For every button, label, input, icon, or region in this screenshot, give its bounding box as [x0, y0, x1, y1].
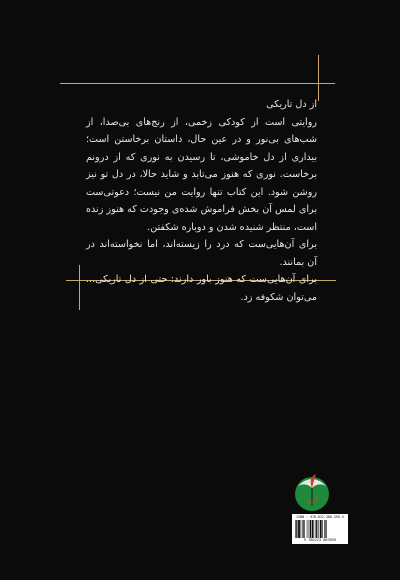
barcode-digits: 9 786223 863955: [303, 538, 337, 542]
publisher-logo-text: آذر: [306, 496, 318, 504]
blurb-paragraph-1: روایتی است از کودکی زخمی، از رنج‌های بی‌صدا، از شب‌های بی‌نور و در عین حال، داستان برخاستن است؛ بیداری از دل خاموشی، تا رسیدن به نوری که از درونم برخاست. نوری که هنوز می‌تابد و شاید حالا، در دل تو نیز روشن شود. این کتاب تنها روایت من نیست؛ دعوتی‌ست برای لمس آن بخش فراموش شده‌ی وجودت که هنوز زنده است، منتظر شنیده شدن و دوباره شکفتن.: [86, 116, 317, 233]
decorative-line-top: [60, 83, 335, 84]
barcode-bars: [295, 520, 345, 538]
barcode: [292, 514, 348, 544]
decorative-line-right: [318, 55, 319, 101]
blurb-text: [86, 96, 317, 306]
blurb-title: از دل تاریکی: [266, 99, 317, 110]
blurb-paragraph-2: برای آن‌هایی‌ست که درد را زیسته‌اند، اما نخواسته‌اند در آن بمانند.: [86, 239, 317, 268]
decorative-line-left: [79, 265, 80, 310]
blurb-paragraph-3: برای آن‌هایی‌ست که هنوز باور دارند: حتی از دل تاریکی... می‌توان شکوفه زد.: [86, 274, 317, 303]
isbn-label: ISBN : 978-622-386-395-5: [296, 515, 344, 519]
book-bird-logo-icon: [286, 466, 338, 514]
